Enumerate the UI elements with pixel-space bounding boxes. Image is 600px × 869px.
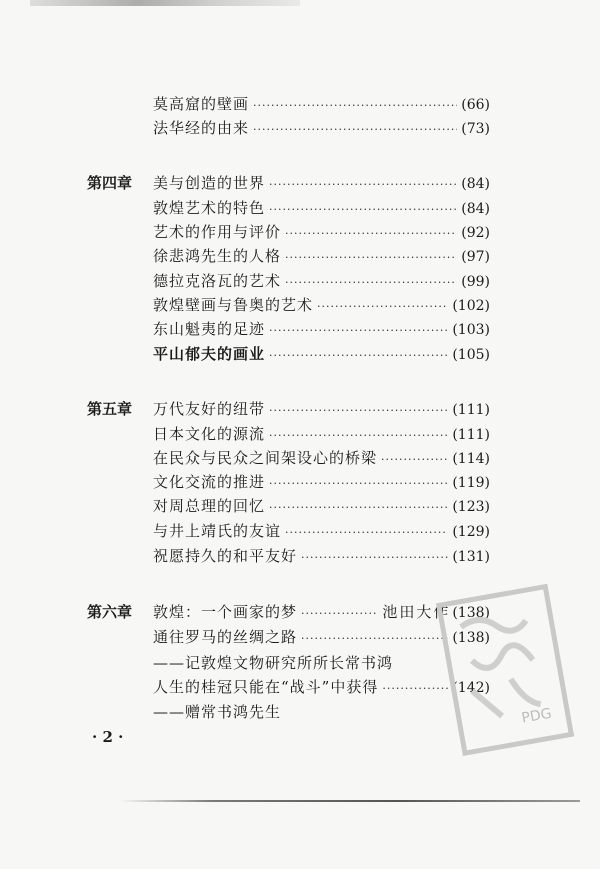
dot-leader (253, 99, 457, 112)
toc-entry-page: (138) (452, 605, 490, 621)
dot-leader (285, 227, 457, 240)
toc-entry[interactable] (153, 197, 490, 219)
toc-entry-title: 东山魁夷的足迹 (153, 320, 266, 338)
toc-entry-page: (114) (452, 451, 490, 467)
dot-leader (269, 324, 448, 337)
dot-leader (317, 300, 448, 313)
toc-entry-title: 与井上靖氏的友谊 (153, 522, 282, 540)
toc-entry[interactable] (153, 545, 490, 567)
toc-entry-title: 人生的桂冠只能在“战斗”中获得 (153, 678, 379, 696)
toc-entry-page: (84) (461, 201, 490, 217)
dot-leader (253, 123, 457, 136)
toc-entry-page: (105) (452, 347, 490, 363)
toc-entry[interactable] (153, 294, 490, 316)
dot-leader (301, 607, 378, 620)
dot-leader (301, 551, 448, 564)
toc-entry-title: 徐悲鸿先生的人格 (153, 247, 282, 265)
toc-entry-title: 艺术的作用与评价 (153, 223, 282, 241)
toc-entry[interactable] (87, 398, 490, 420)
dot-leader (285, 251, 457, 264)
toc-entry[interactable] (153, 117, 490, 139)
toc-entry-title: 敦煌：一个画家的梦 (153, 603, 298, 621)
toc-entry-page: (102) (452, 298, 490, 314)
bottom-edge-line (120, 800, 580, 802)
toc-entry-page: (138) (452, 630, 490, 646)
toc-entry[interactable] (153, 520, 490, 542)
toc-entry-page: (123) (452, 499, 490, 515)
toc-entry-page: (92) (461, 225, 490, 241)
dot-leader (301, 632, 448, 645)
toc-entry[interactable] (87, 172, 490, 194)
toc-entry-title: 法华经的由来 (153, 119, 250, 137)
chapter-heading: 第六章 (87, 603, 133, 621)
toc-entry-title: 敦煌壁画与鲁奥的艺术 (153, 296, 314, 314)
dot-leader (285, 276, 457, 289)
toc-entry-title: 万代友好的纽带 (153, 400, 266, 418)
toc-entry-page: (129) (452, 524, 490, 540)
toc-entry-page: (142) (452, 680, 490, 696)
toc-entry[interactable] (153, 343, 490, 365)
stamp-text: PDG (520, 705, 553, 727)
toc-entry-title: 敦煌艺术的特色 (153, 199, 266, 217)
toc-entry-title: 文化交流的推进 (153, 473, 266, 491)
toc-entry[interactable] (153, 423, 490, 445)
toc-entry-subtitle: ——记敦煌文物研究所所长常书鸿 (153, 654, 394, 672)
toc-entry-page: (97) (461, 249, 490, 265)
toc-entry[interactable] (153, 318, 490, 340)
toc-entry-page: (119) (452, 475, 490, 491)
dot-leader (269, 203, 457, 216)
toc-entry[interactable] (153, 93, 490, 115)
scan-edge-strip (30, 0, 300, 6)
toc-entry-subtitle: ——赠常书鸿先生 (153, 703, 282, 721)
toc-entry-title: 莫高窟的壁画 (153, 95, 250, 113)
toc-entry-page: (111) (452, 427, 490, 443)
toc-entry-title: 通往罗马的丝绸之路 (153, 628, 298, 646)
chapter-heading: 第五章 (87, 400, 133, 418)
library-stamp-watermark (430, 575, 580, 775)
dot-leader (269, 404, 448, 417)
dot-leader (269, 349, 448, 362)
dot-leader (269, 501, 448, 514)
toc-entry[interactable] (153, 221, 490, 243)
toc-entry-author: 池田大作 (382, 603, 451, 621)
toc-entry-page: (99) (461, 274, 490, 290)
toc-entry-title: 德拉克洛瓦的艺术 (153, 272, 282, 290)
dot-leader (269, 477, 448, 490)
toc-entry[interactable] (153, 245, 490, 267)
toc-entry-title: 祝愿持久的和平友好 (153, 547, 298, 565)
toc-entry-title: 平山郁夫的画业 (153, 345, 266, 363)
toc-entry[interactable] (153, 495, 490, 517)
toc-entry[interactable] (153, 471, 490, 493)
chapter-heading: 第四章 (87, 174, 133, 192)
toc-entry-title: 对周总理的回忆 (153, 497, 266, 515)
page-number: · 2 · (92, 728, 124, 746)
toc-entry-page: (103) (452, 322, 490, 338)
toc-entry-page: (131) (452, 549, 490, 565)
dot-leader (269, 429, 448, 442)
toc-entry-page: (84) (461, 176, 490, 192)
toc-entry-page: (111) (452, 402, 490, 418)
dot-leader (269, 178, 457, 191)
toc-entry[interactable] (153, 270, 490, 292)
toc-entry-title: 在民众与民众之间架设心的桥梁 (153, 449, 378, 467)
toc-entry[interactable] (153, 447, 490, 469)
dot-leader (285, 526, 448, 539)
toc-entry-title: 日本文化的源流 (153, 425, 266, 443)
toc-entry-title: 美与创造的世界 (153, 174, 266, 192)
toc-entry-page: (66) (461, 97, 490, 113)
dot-leader (381, 453, 448, 466)
toc-entry-page: (73) (461, 121, 490, 137)
